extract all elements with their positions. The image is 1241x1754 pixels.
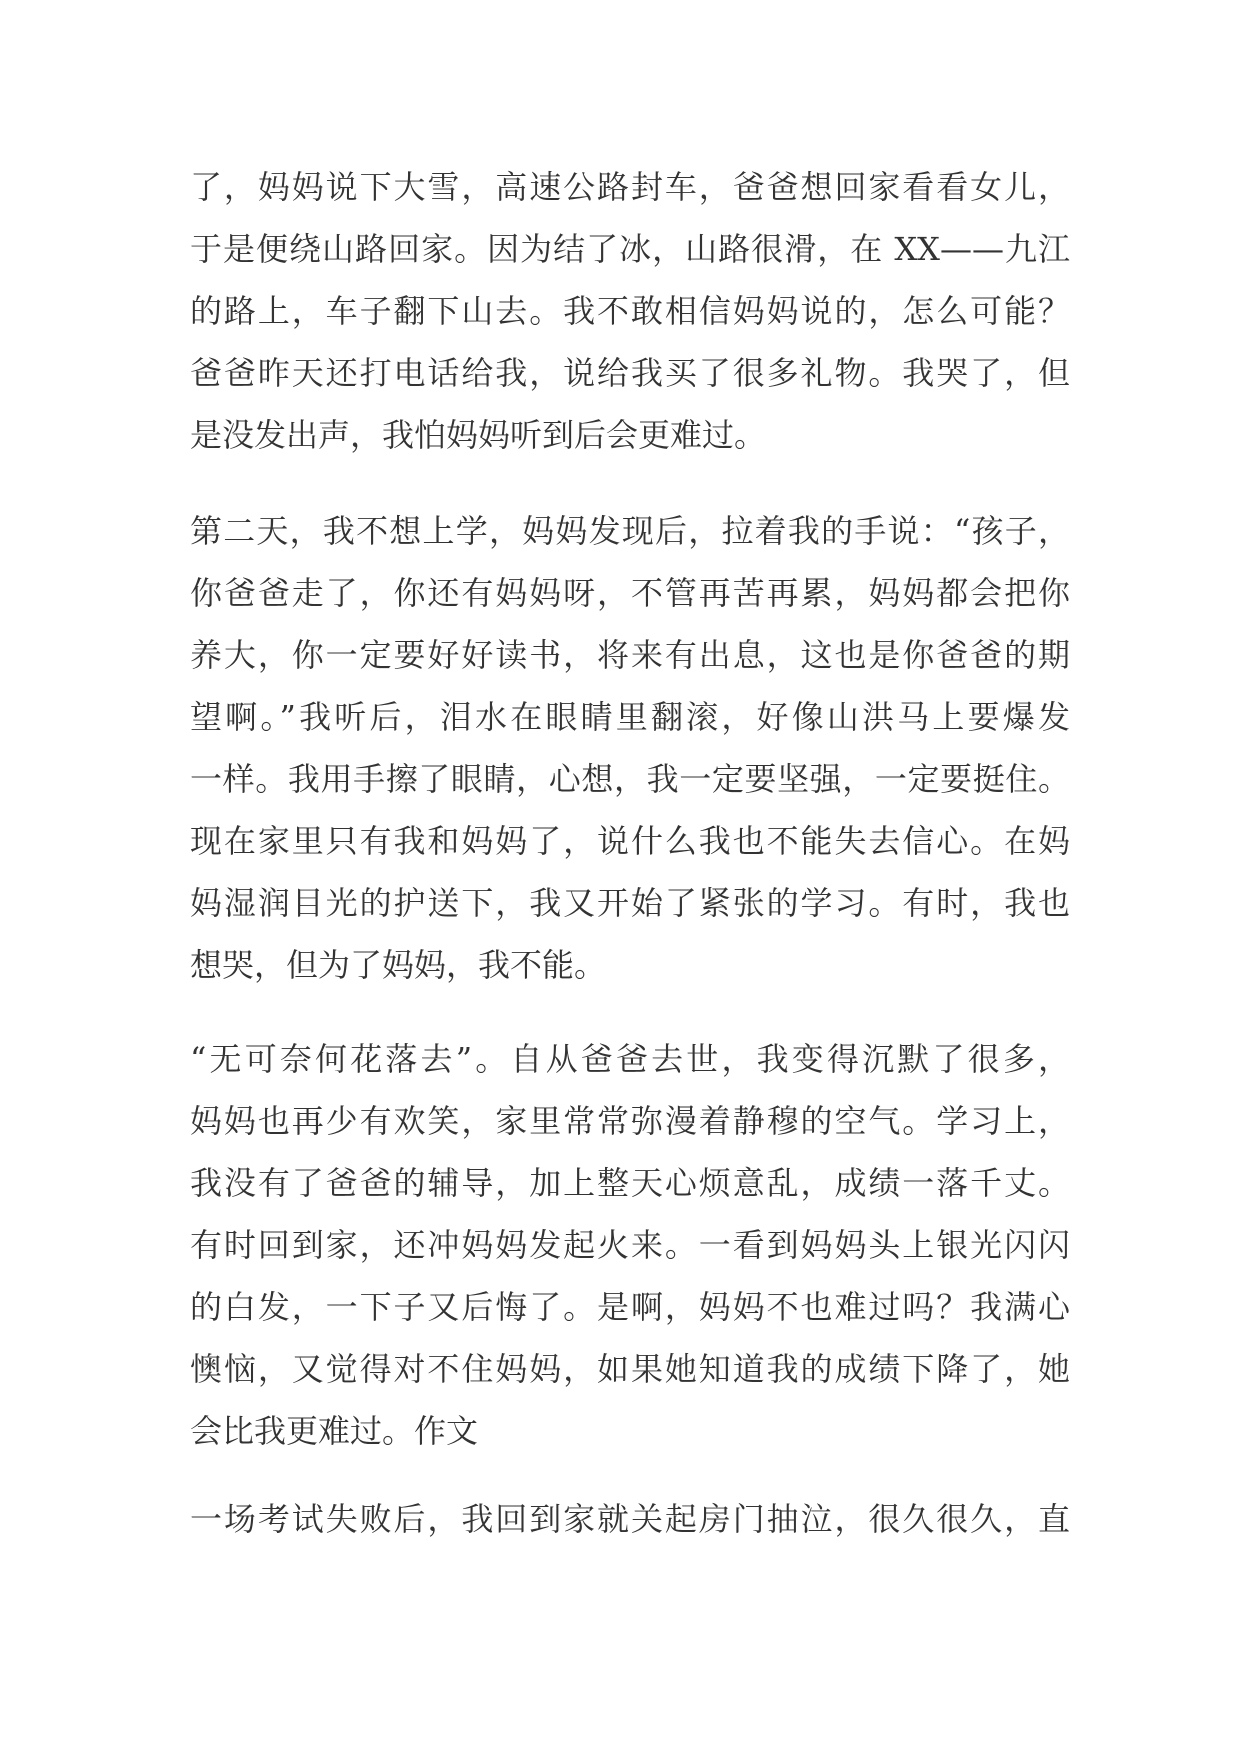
text-line: 养大，你一定要好好读书，将来有出息，这也是你爸爸的期 bbox=[190, 636, 1070, 674]
paragraph-4 bbox=[190, 1488, 1070, 1550]
text-line: 爸爸昨天还打电话给我，说给我买了很多礼物。我哭了，但 bbox=[190, 354, 1070, 392]
paragraph-1 bbox=[190, 156, 1070, 466]
text-line: 第二天，我不想上学，妈妈发现后，拉着我的手说：“孩子， bbox=[190, 512, 1070, 550]
text-line: 是没发出声，我怕妈妈听到后会更难过。 bbox=[190, 416, 767, 454]
text-line: 会比我更难过。作文 bbox=[190, 1412, 479, 1450]
text-line: 我没有了爸爸的辅导，加上整天心烦意乱，成绩一落千丈。 bbox=[190, 1164, 1070, 1202]
text-line: 望啊。”我听后，泪水在眼睛里翻滚，好像山洪马上要爆发 bbox=[190, 698, 1070, 736]
text-line: 想哭，但为了妈妈，我不能。 bbox=[190, 946, 607, 984]
text-line: 现在家里只有我和妈妈了，说什么我也不能失去信心。在妈 bbox=[190, 822, 1070, 860]
text-line: “无可奈何花落去”。自从爸爸去世，我变得沉默了很多， bbox=[190, 1040, 1070, 1078]
text-line: 一场考试失败后，我回到家就关起房门抽泣，很久很久，直 bbox=[190, 1500, 1070, 1538]
text-line: 有时回到家，还冲妈妈发起火来。一看到妈妈头上银光闪闪 bbox=[190, 1226, 1070, 1264]
text-line: 妈湿润目光的护送下，我又开始了紧张的学习。有时，我也 bbox=[190, 884, 1070, 922]
text-line: 于是便绕山路回家。因为结了冰，山路很滑，在 XX——九江 bbox=[190, 230, 1070, 268]
text-line: 妈妈也再少有欢笑，家里常常弥漫着静穆的空气。学习上， bbox=[190, 1102, 1070, 1140]
text-line: 懊恼，又觉得对不住妈妈，如果她知道我的成绩下降了，她 bbox=[190, 1350, 1070, 1388]
text-line: 的白发，一下子又后悔了。是啊，妈妈不也难过吗？我满心 bbox=[190, 1288, 1070, 1326]
text-line: 了，妈妈说下大雪，高速公路封车，爸爸想回家看看女儿， bbox=[190, 168, 1070, 206]
text-line: 你爸爸走了，你还有妈妈呀，不管再苦再累，妈妈都会把你 bbox=[190, 574, 1070, 612]
paragraph-3 bbox=[190, 1028, 1070, 1462]
text-line: 一样。我用手擦了眼睛，心想，我一定要坚强，一定要挺住。 bbox=[190, 760, 1070, 798]
paragraph-2 bbox=[190, 500, 1070, 996]
text-line: 的路上，车子翻下山去。我不敢相信妈妈说的，怎么可能？ bbox=[190, 292, 1070, 330]
